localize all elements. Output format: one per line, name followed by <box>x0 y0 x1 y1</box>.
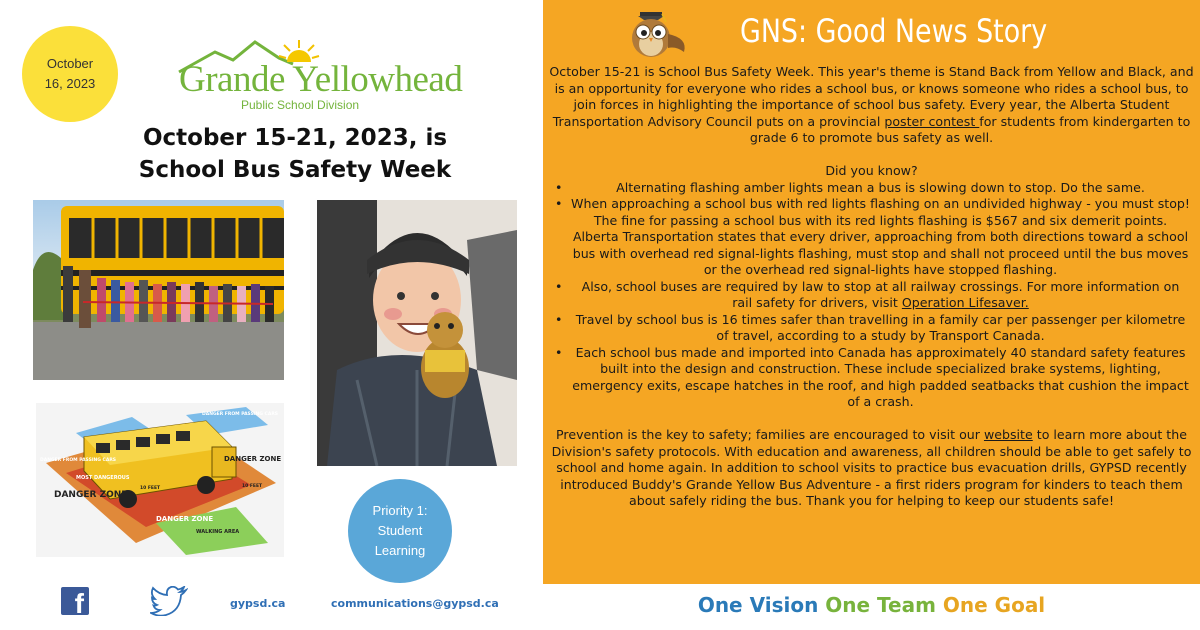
bus-students-photo <box>33 200 284 380</box>
diagram-label-dangerous: MOST DANGEROUS <box>76 475 130 481</box>
slogan-area <box>543 0 1200 630</box>
division-logo <box>175 38 463 118</box>
website-link[interactable]: gypsd.ca <box>230 597 286 610</box>
priority-line-2: Student <box>377 523 423 538</box>
bus-danger-zone-diagram <box>36 403 284 557</box>
list-item: • Each school bus made and imported into Canada has approximately 40 standard safety features built into the design and construction. These include specialized brake systems, lighting, emergency exits, escape hatches in the roof, and high padded seatbacks that cushion the impact of a crash. <box>549 345 1194 411</box>
page-headline <box>110 122 480 186</box>
logo-name: Grande Yellowhead <box>179 59 463 100</box>
slogan-goal: One Goal <box>942 593 1046 617</box>
list-item: • Alternating flashing amber lights mean a bus is slowing down to stop. Do the same. <box>549 180 1194 197</box>
division-slogan <box>543 593 1200 617</box>
diagram-label-feet-1: 10 FEET <box>140 486 161 491</box>
email-link[interactable]: communications@gypsd.ca <box>331 597 499 610</box>
date-line-2: 16, 2023 <box>44 76 96 91</box>
facebook-icon[interactable]: f <box>61 587 89 615</box>
priority-badge <box>348 479 452 583</box>
list-item: • When approaching a school bus with red lights flashing on an undivided highway - you must stop! The fine for passing a school bus with its red lights flashing is $567 and six demerit points. Alberta Transportation states that every driver, approaching from both directions toward a school bus with overhead red signal-lights flashing, must stop and shall not proceed until the bus moves or the overhead red signal-lights have stopped flashing. <box>549 196 1194 279</box>
story-closing: Prevention is the key to safety; families are encouraged to visit our website to learn more about the Division's safety protocols. With education and awareness, all children should be able to get safely to school and home again. In addition to school visits to practice bus evacuation drills, GYPSD recently introduced Buddy's Grande Yellow Bus Adventure - a first riders program for kinders to teach them about safely riding the bus. Thank you for helping to keep our students safe! <box>551 427 1192 508</box>
diagram-label-feet-2: 10 FEET <box>242 484 263 489</box>
diagram-zone-3: DANGER ZONE <box>156 515 214 523</box>
date-line-1: October <box>46 56 94 71</box>
operation-lifesaver-link[interactable]: Operation Lifesaver. <box>901 295 1029 310</box>
diagram-label-traffic-2: DANGER FROM PASSING CARS <box>202 412 279 417</box>
priority-line-1: Priority 1: <box>372 503 428 518</box>
twitter-icon[interactable] <box>150 586 188 616</box>
list-item: • Travel by school bus is 16 times safer than travelling in a family car per passenger per kilometre of travel, according to a study by Transport Canada. <box>549 312 1194 345</box>
date-badge <box>22 26 118 122</box>
division-website-link[interactable]: website <box>983 427 1033 442</box>
diagram-zone-2: DANGER ZONE <box>224 455 282 463</box>
headline-line-2: School Bus Safety Week <box>138 157 452 183</box>
diagram-label-traffic-1: DANGER FROM PASSING CARS <box>40 458 117 463</box>
story-title: GNS: Good News Story <box>740 12 1048 50</box>
headline-line-1: October 15-21, 2023, is <box>142 125 448 151</box>
slogan-team: One Team <box>825 593 943 617</box>
story-intro: October 15-21 is School Bus Safety Week. This year's theme is Stand Back from Yellow and Black, and is an opportunity for everyone who rides a school bus, or knows someone who rides a school bus, to join forces in highlighting the importance of school bus safety. Every year, the Alberta Student Transportation Advisory Council puts on a provincial poster contest for students from kindergarten to grade 6 to promote bus safety as well. <box>549 64 1194 145</box>
diagram-zone-1: DANGER ZONE <box>54 490 128 500</box>
slogan-vision: One Vision <box>697 593 826 617</box>
priority-line-3: Learning <box>374 543 426 558</box>
poster-contest-link[interactable]: poster contest <box>884 113 980 129</box>
smiling-student-photo <box>317 200 517 466</box>
logo-subtitle: Public School Division <box>241 98 360 112</box>
did-you-know-heading: Did you know? <box>825 163 918 178</box>
diagram-label-walking: WALKING AREA <box>196 529 240 535</box>
list-item: • Also, school buses are required by law to stop at all railway crossings. For more information on rail safety for drivers, visit Operation Lifesaver. <box>549 279 1194 312</box>
